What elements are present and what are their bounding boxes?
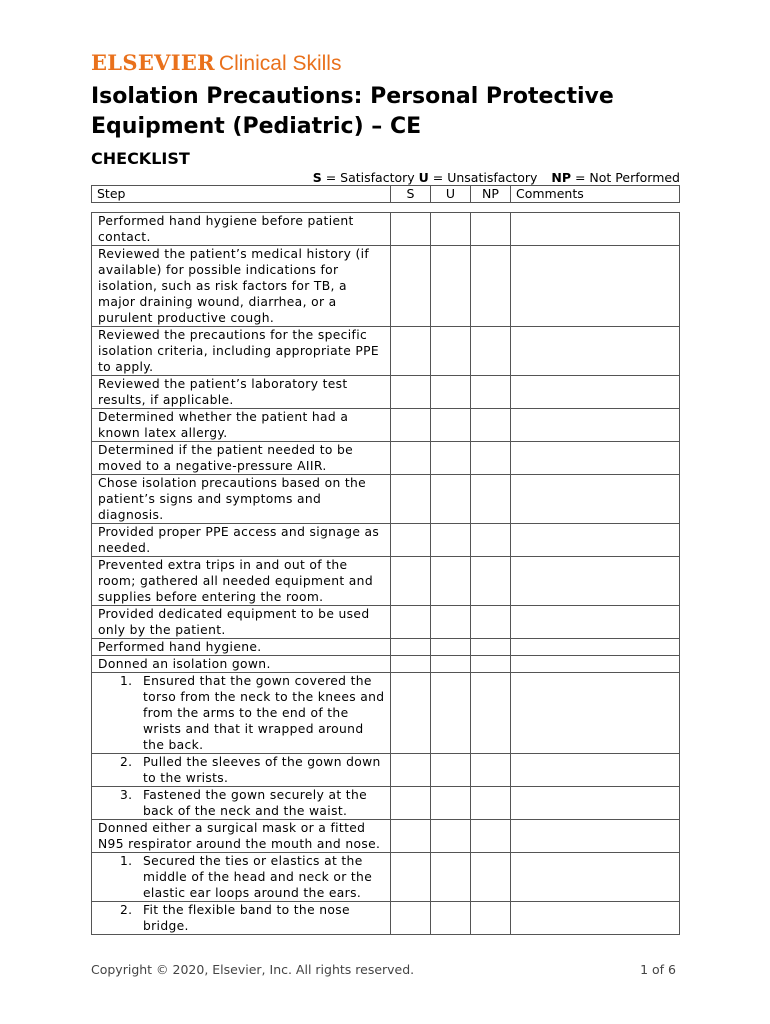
u-cell[interactable] (431, 656, 471, 673)
step-cell (92, 376, 391, 409)
elsevier-logo (91, 50, 341, 76)
table-row (92, 327, 680, 376)
step-text: Performed hand hygiene before patient contact. (98, 214, 354, 244)
s-cell[interactable] (391, 639, 431, 656)
table-row (92, 376, 680, 409)
u-cell[interactable] (431, 754, 471, 787)
s-cell[interactable] (391, 475, 431, 524)
np-cell[interactable] (471, 853, 511, 902)
s-cell[interactable] (391, 820, 431, 853)
np-cell[interactable] (471, 639, 511, 656)
s-cell[interactable] (391, 853, 431, 902)
legend-s-key: S (312, 170, 322, 185)
u-cell[interactable] (431, 902, 471, 935)
np-cell[interactable] (471, 606, 511, 639)
np-cell[interactable] (471, 376, 511, 409)
rating-legend (313, 170, 680, 185)
table-row (92, 902, 680, 935)
u-cell[interactable] (431, 673, 471, 754)
np-cell[interactable] (471, 246, 511, 327)
step-text: Reviewed the patient’s laboratory test results, if applicable. (98, 377, 348, 407)
np-cell[interactable] (471, 820, 511, 853)
step-text: Secured the ties or elastics at the middle of the head and neck or the elastic ear loops around the ears. (143, 854, 373, 900)
col-s: S (391, 186, 431, 203)
step-cell (92, 853, 391, 902)
step-text: Prevented extra trips in and out of the room; gathered all needed equipment and supplies before entering the room. (98, 558, 373, 604)
s-cell[interactable] (391, 673, 431, 754)
np-cell[interactable] (471, 475, 511, 524)
u-cell[interactable] (431, 327, 471, 376)
s-cell[interactable] (391, 787, 431, 820)
step-text: Performed hand hygiene. (98, 640, 262, 654)
s-cell[interactable] (391, 409, 431, 442)
s-cell[interactable] (391, 524, 431, 557)
step-number: 2. (120, 903, 133, 917)
u-cell[interactable] (431, 787, 471, 820)
comments-cell[interactable] (511, 853, 680, 902)
logo-product: Clinical Skills (218, 52, 342, 75)
s-cell[interactable] (391, 327, 431, 376)
table-row (92, 246, 680, 327)
checklist-table (91, 212, 680, 935)
u-cell[interactable] (431, 820, 471, 853)
step-cell (92, 327, 391, 376)
np-cell[interactable] (471, 787, 511, 820)
s-cell[interactable] (391, 246, 431, 327)
comments-cell[interactable] (511, 442, 680, 475)
step-text: Donned an isolation gown. (98, 657, 271, 671)
u-cell[interactable] (431, 853, 471, 902)
table-row (92, 754, 680, 787)
comments-cell[interactable] (511, 246, 680, 327)
np-cell[interactable] (471, 557, 511, 606)
step-text: Reviewed the precautions for the specific isolation criteria, including appropriate PPE to apply. (98, 328, 380, 374)
step-cell (92, 606, 391, 639)
u-cell[interactable] (431, 606, 471, 639)
step-cell (92, 639, 391, 656)
u-cell[interactable] (431, 246, 471, 327)
np-cell[interactable] (471, 442, 511, 475)
table-row (92, 213, 680, 246)
table-row (92, 475, 680, 524)
col-comments: Comments (511, 186, 680, 203)
step-cell (92, 787, 391, 820)
s-cell[interactable] (391, 902, 431, 935)
table-row (92, 524, 680, 557)
step-cell (92, 754, 391, 787)
step-text: Determined whether the patient had a known latex allergy. (98, 410, 349, 440)
step-cell (92, 475, 391, 524)
u-cell[interactable] (431, 475, 471, 524)
comments-cell[interactable] (511, 213, 680, 246)
legend-np-key: NP (551, 170, 571, 185)
copyright: Copyright © 2020, Elsevier, Inc. All rights reserved. (91, 962, 415, 977)
s-cell[interactable] (391, 656, 431, 673)
table-row (92, 787, 680, 820)
comments-cell[interactable] (511, 557, 680, 606)
comments-cell[interactable] (511, 902, 680, 935)
logo-brand: ELSEVIER (91, 50, 215, 75)
table-row (92, 673, 680, 754)
comments-cell[interactable] (511, 820, 680, 853)
comments-cell[interactable] (511, 639, 680, 656)
step-number: 3. (120, 788, 133, 802)
legend-np-text: = Not Performed (574, 170, 680, 185)
s-cell[interactable] (391, 376, 431, 409)
s-cell[interactable] (391, 557, 431, 606)
checklist-header (91, 185, 680, 203)
table-row (92, 606, 680, 639)
comments-cell[interactable] (511, 673, 680, 754)
step-cell (92, 246, 391, 327)
step-text: Fastened the gown securely at the back of the neck and the waist. (143, 788, 368, 818)
step-cell (92, 524, 391, 557)
s-cell[interactable] (391, 213, 431, 246)
table-row (92, 639, 680, 656)
comments-cell[interactable] (511, 376, 680, 409)
np-cell[interactable] (471, 656, 511, 673)
step-cell (92, 409, 391, 442)
np-cell[interactable] (471, 524, 511, 557)
comments-cell[interactable] (511, 409, 680, 442)
step-text: Fit the flexible band to the nose bridge. (143, 903, 350, 933)
s-cell[interactable] (391, 606, 431, 639)
step-cell (92, 820, 391, 853)
table-row (92, 557, 680, 606)
step-cell (92, 213, 391, 246)
comments-cell[interactable] (511, 524, 680, 557)
section-heading: CHECKLIST (91, 149, 190, 168)
comments-cell[interactable] (511, 606, 680, 639)
u-cell[interactable] (431, 376, 471, 409)
legend-s-text: = Satisfactory (325, 170, 415, 185)
col-np: NP (471, 186, 511, 203)
s-cell[interactable] (391, 442, 431, 475)
step-cell (92, 902, 391, 935)
step-text: Ensured that the gown covered the torso from the neck to the knees and from the arms to the end of the wrists and that it wrapped around the back. (143, 674, 385, 752)
page-title: Isolation Precautions: Personal Protective Equipment (Pediatric) – CE (91, 84, 614, 139)
col-step: Step (92, 186, 391, 203)
comments-cell[interactable] (511, 475, 680, 524)
step-text: Determined if the patient needed to be moved to a negative-pressure AIIR. (98, 443, 354, 473)
u-cell[interactable] (431, 639, 471, 656)
u-cell[interactable] (431, 557, 471, 606)
comments-cell[interactable] (511, 787, 680, 820)
u-cell[interactable] (431, 409, 471, 442)
np-cell[interactable] (471, 327, 511, 376)
col-u: U (431, 186, 471, 203)
u-cell[interactable] (431, 524, 471, 557)
comments-cell[interactable] (511, 754, 680, 787)
legend-u-key: U (418, 170, 429, 185)
np-cell[interactable] (471, 213, 511, 246)
step-text: Reviewed the patient’s medical history (if available) for possible indications for isolation, such as risk factors for TB, a major draining wound, diarrhea, or a purulent productive cough. (98, 247, 370, 325)
table-row (92, 442, 680, 475)
u-cell[interactable] (431, 213, 471, 246)
step-cell (92, 442, 391, 475)
step-cell (92, 557, 391, 606)
np-cell[interactable] (471, 409, 511, 442)
table-row (92, 656, 680, 673)
step-number: 1. (120, 674, 133, 688)
table-row (92, 409, 680, 442)
legend-u-text: = Unsatisfactory (432, 170, 538, 185)
step-text: Chose isolation precautions based on the patient’s signs and symptoms and diagnosis. (98, 476, 367, 522)
step-text: Provided proper PPE access and signage as needed. (98, 525, 380, 555)
table-row (92, 820, 680, 853)
step-number: 1. (120, 854, 133, 868)
step-cell (92, 673, 391, 754)
s-cell[interactable] (391, 754, 431, 787)
u-cell[interactable] (431, 442, 471, 475)
np-cell[interactable] (471, 673, 511, 754)
step-text: Provided dedicated equipment to be used only by the patient. (98, 607, 370, 637)
step-text: Donned either a surgical mask or a fitted N95 respirator around the mouth and nose. (98, 821, 381, 851)
step-text: Pulled the sleeves of the gown down to the wrists. (143, 755, 381, 785)
page-number: 1 of 6 (640, 962, 676, 977)
comments-cell[interactable] (511, 327, 680, 376)
table-row (92, 853, 680, 902)
np-cell[interactable] (471, 902, 511, 935)
comments-cell[interactable] (511, 656, 680, 673)
step-cell (92, 656, 391, 673)
step-number: 2. (120, 755, 133, 769)
np-cell[interactable] (471, 754, 511, 787)
